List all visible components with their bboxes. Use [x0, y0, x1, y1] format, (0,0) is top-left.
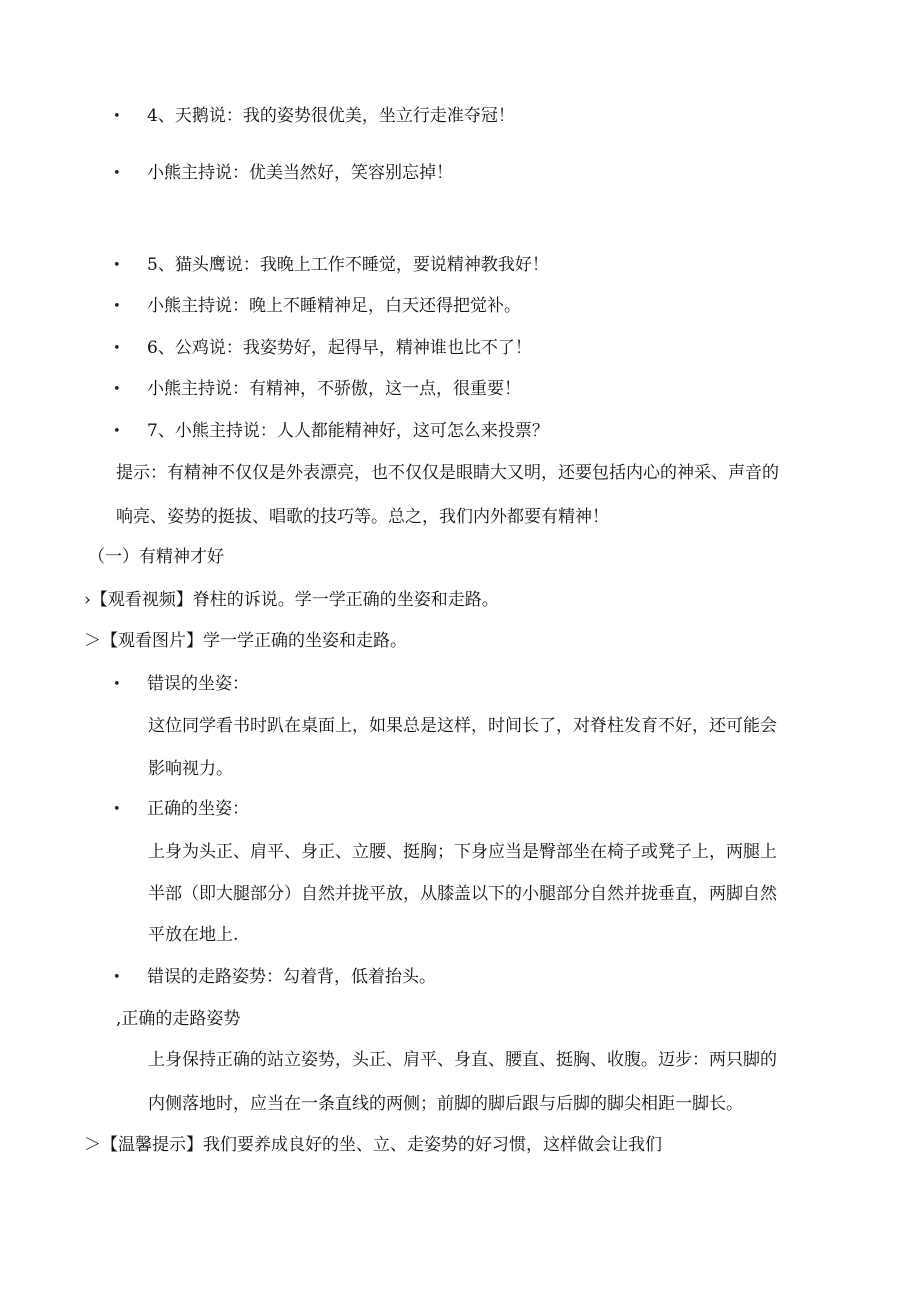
right-walking-line-1: 上身保持正确的站立姿势，头正、肩平、身直、腰直、挺胸、收腹。迈步：两只脚的 — [148, 1050, 777, 1070]
right-sitting-line-1: 上身为头正、肩平、身正、立腰、挺胸；下身应当是臀部坐在椅子或凳子上，两腿上 — [148, 842, 777, 862]
section-title: （一）有精神才好 — [88, 547, 224, 567]
wrong-walking-line: 错误的走路姿势：勾着背，低着抬头。 — [147, 967, 436, 987]
right-walking-line-2: 内侧落地时，应当在一条直线的两侧；前脚的脚后跟与后脚的脚尖相距一脚长。 — [148, 1094, 743, 1114]
bullet-marker: • — [113, 166, 121, 181]
wrong-sitting-label: 错误的坐姿： — [147, 674, 249, 694]
right-sitting-line-2: 半部（即大腿部分）自然并拢平放，从膝盖以下的小腿部分自然并拢垂直，两脚自然 — [148, 884, 777, 904]
wrong-sitting-line-2: 影响视力。 — [148, 759, 233, 779]
right-sitting-line-3: 平放在地上. — [148, 925, 239, 945]
wrong-sitting-line-1: 这位同学看书时趴在桌面上，如果总是这样，时间长了，对脊柱发育不好，还可能会 — [148, 716, 777, 736]
tip-line-1: 提示：有精神不仅仅是外表漂亮，也不仅仅是眼睛大又明，还要包括内心的神采、声音的 — [116, 463, 779, 483]
list-item: 4、天鹅说：我的姿势很优美，坐立行走准夺冠！ — [147, 106, 515, 126]
list-item: 小熊主持说：有精神，不骄傲，这一点，很重要！ — [147, 379, 521, 399]
list-item: 5、猫头鹰说：我晚上工作不睡觉，要说精神教我好！ — [147, 255, 549, 275]
picture-line: ＞【观看图片】学一学正确的坐姿和走路。 — [84, 631, 407, 651]
tip-line-2: 响亮、姿势的挺拔、唱歌的技巧等。总之，我们内外都要有精神！ — [116, 507, 609, 527]
bullet-marker: • — [113, 802, 121, 817]
warm-tip-line: ＞【温馨提示】我们要养成良好的坐、立、走姿势的好习惯，这样做会让我们 — [84, 1135, 662, 1155]
list-item: 小熊主持说：晚上不睡精神足，白天还得把觉补。 — [147, 296, 521, 316]
bullet-marker: • — [113, 341, 121, 356]
right-sitting-label: 正确的坐姿： — [147, 799, 249, 819]
list-item: 7、小熊主持说：人人都能精神好，这可怎么来投票？ — [147, 421, 549, 441]
bullet-marker: • — [113, 109, 121, 124]
bullet-marker: • — [113, 677, 121, 692]
bullet-marker: • — [113, 382, 121, 397]
bullet-marker: • — [113, 970, 121, 985]
right-walking-label: ,正确的走路姿势 — [116, 1009, 241, 1029]
bullet-marker: • — [113, 258, 121, 273]
bullet-marker: • — [113, 424, 121, 439]
bullet-marker: • — [113, 299, 121, 314]
list-item: 6、公鸡说：我姿势好，起得早，精神谁也比不了！ — [147, 338, 532, 358]
list-item: 小熊主持说：优美当然好，笑容别忘掉！ — [147, 163, 453, 183]
video-line: ›【观看视频】脊柱的诉说。学一学正确的坐姿和走路。 — [84, 590, 499, 610]
